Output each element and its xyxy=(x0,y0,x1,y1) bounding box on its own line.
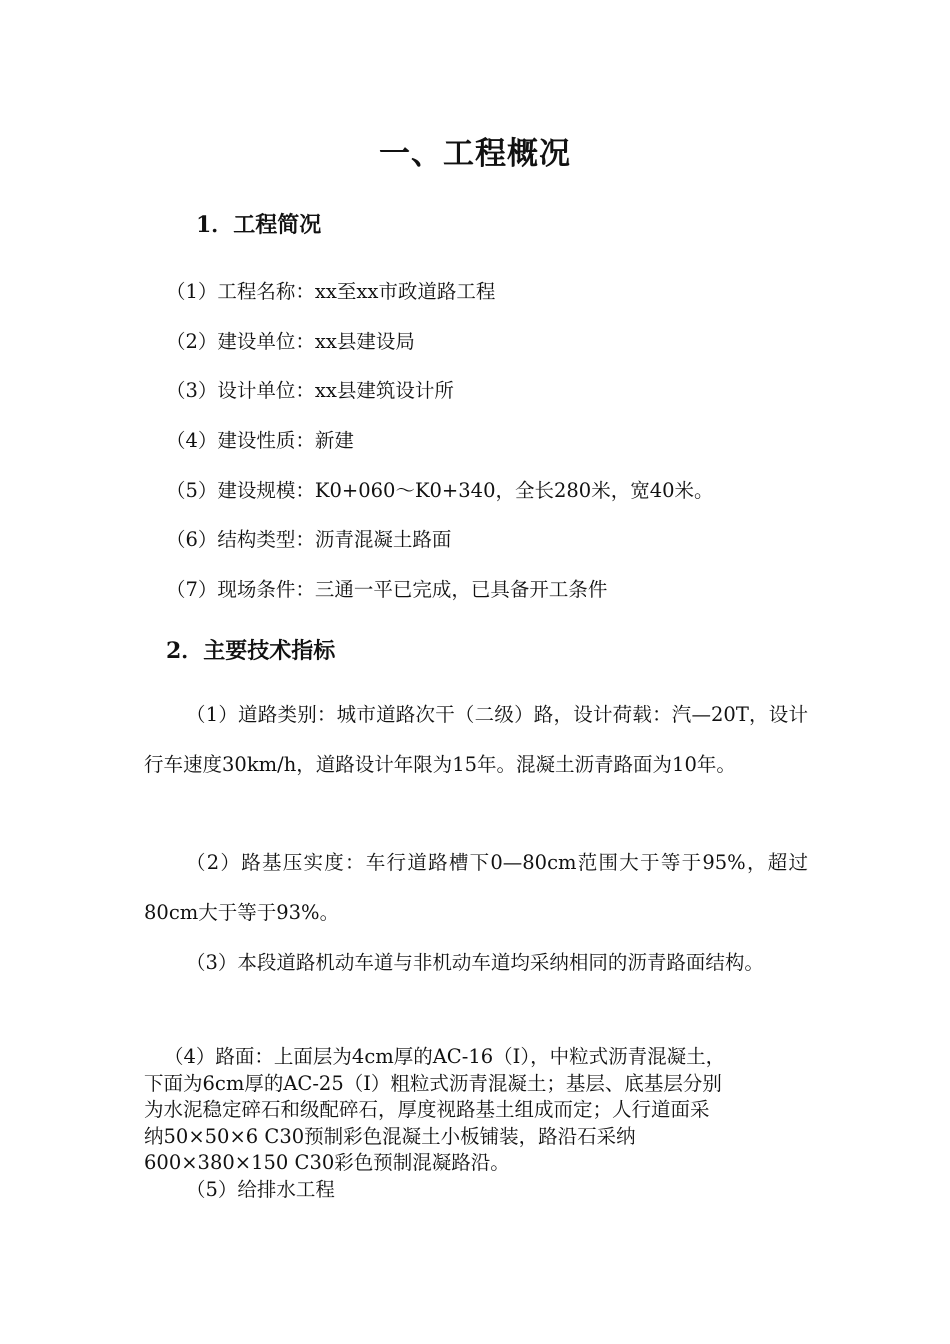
paragraph-pavement xyxy=(144,1044,808,1203)
paragraph-line: 纳50×50×6 C30预制彩色混凝土小板铺装，路沿石采纳 xyxy=(144,1124,636,1148)
paragraph-road-class: （1）道路类别：城市道路次干（二级）路，设计荷载：汽—20T，设计行车速度30km/h，道路设计年限为15年。混凝土沥青路面为10年。 xyxy=(144,703,808,776)
list-item: （5）建设规模：K0+060～K0+340，全长280米，宽40米。 xyxy=(166,479,714,502)
list-item: （6）结构类型：沥青混凝土路面 xyxy=(166,528,452,551)
list-item: （4）建设性质：新建 xyxy=(166,429,354,452)
paragraph-line: 为水泥稳定碎石和级配碎石，厚度视路基土组成而定；人行道面采 xyxy=(144,1098,710,1121)
page-title: 一、工程概况 xyxy=(379,136,571,172)
list-item: （1）工程名称：xx至xx市政道路工程 xyxy=(166,280,496,303)
list-item: （7）现场条件：三通一平已完成，已具备开工条件 xyxy=(166,578,608,601)
paragraph-line: 下面为6cm厚的AC-25（Ⅰ）粗粒式沥青混凝土；基层、底基层分别 xyxy=(144,1071,722,1095)
paragraph-line: 600×380×150 C30彩色预制混凝路沿。 xyxy=(144,1151,510,1174)
paragraph-structure: （3）本段道路机动车道与非机动车道均采纳相同的沥青路面结构。 xyxy=(186,951,764,974)
section-heading-tech-indicators: 2．主要技术指标 xyxy=(166,638,336,664)
paragraph-water-drainage: （5）给排水工程 xyxy=(186,1177,335,1201)
paragraph-line: （4）路面：上面层为4cm厚的AC-16（Ⅰ），中粒式沥青混凝土， xyxy=(164,1045,726,1068)
section-heading-overview: 1．工程简况 xyxy=(196,212,322,238)
list-item: （2）建设单位：xx县建设局 xyxy=(166,330,415,353)
paragraph-compaction: （2）路基压实度：车行道路槽下0—80cm范围大于等于95%，超过80cm大于等于93%。 xyxy=(144,851,808,924)
list-item: （3）设计单位：xx县建筑设计所 xyxy=(166,379,454,402)
